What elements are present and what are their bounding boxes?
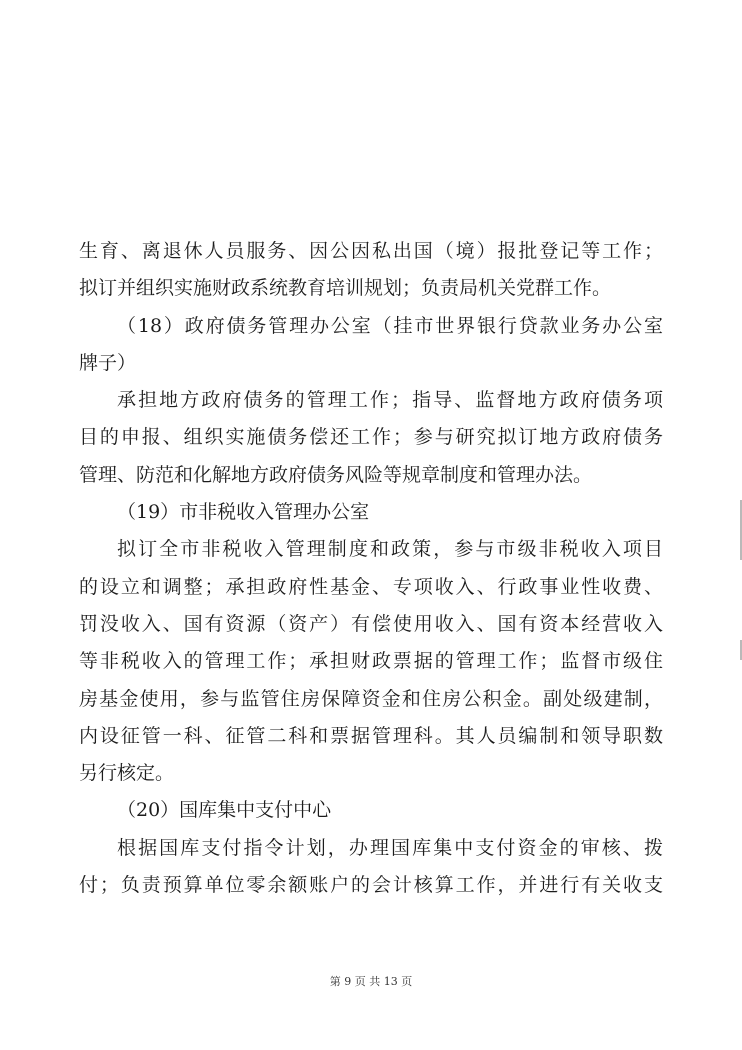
text-line: 内设征管一科、征管二科和票据管理科。其人员编制和领导职数 <box>79 724 663 747</box>
text-line: 管理、防范和化解地方政府债务风险等规章制度和管理办法。 <box>79 463 593 486</box>
section-heading-18: （18）政府债务管理办公室（挂市世界银行贷款业务办公室 <box>117 314 663 337</box>
page-footer: 第 9 页 共 13 页 <box>329 975 413 988</box>
section-heading-18-cont: 牌子） <box>79 351 137 374</box>
text-line: 付；负责预算单位零余额账户的会计核算工作，并进行有关收支 <box>79 874 663 897</box>
text-line: 拟订并组织实施财政系统教育培训规划；负责局机关党群工作。 <box>79 277 612 300</box>
text-line: 另行核定。 <box>79 762 175 785</box>
document-body <box>79 233 663 904</box>
text-line: 承担地方政府债务的管理工作；指导、监督地方政府债务项 <box>117 389 663 412</box>
text-line: 罚没收入、国有资源（资产）有偿使用收入、国有资本经营收入 <box>79 612 663 635</box>
text-line: 等非税收入的管理工作；承担财政票据的管理工作；监督市级住 <box>79 650 663 673</box>
text-line: 房基金使用，参与监管住房保障资金和住房公积金。副处级建制， <box>79 687 663 710</box>
section-heading-19: （19）市非税收入管理办公室 <box>117 501 370 524</box>
text-line: 拟订全市非税收入管理制度和政策，参与市级非税收入项目 <box>117 538 663 561</box>
text-line: 根据国库支付指令计划，办理国库集中支付资金的审核、拨 <box>117 836 663 859</box>
section-heading-20: （20）国库集中支付中心 <box>117 799 332 822</box>
text-line: 生育、离退休人员服务、因公因私出国（境）报批登记等工作； <box>79 240 663 262</box>
text-line: 目的申报、组织实施债务偿还工作；参与研究拟订地方政府债务 <box>79 426 663 449</box>
text-line: 的设立和调整；承担政府性基金、专项收入、行政事业性收费、 <box>79 575 663 598</box>
